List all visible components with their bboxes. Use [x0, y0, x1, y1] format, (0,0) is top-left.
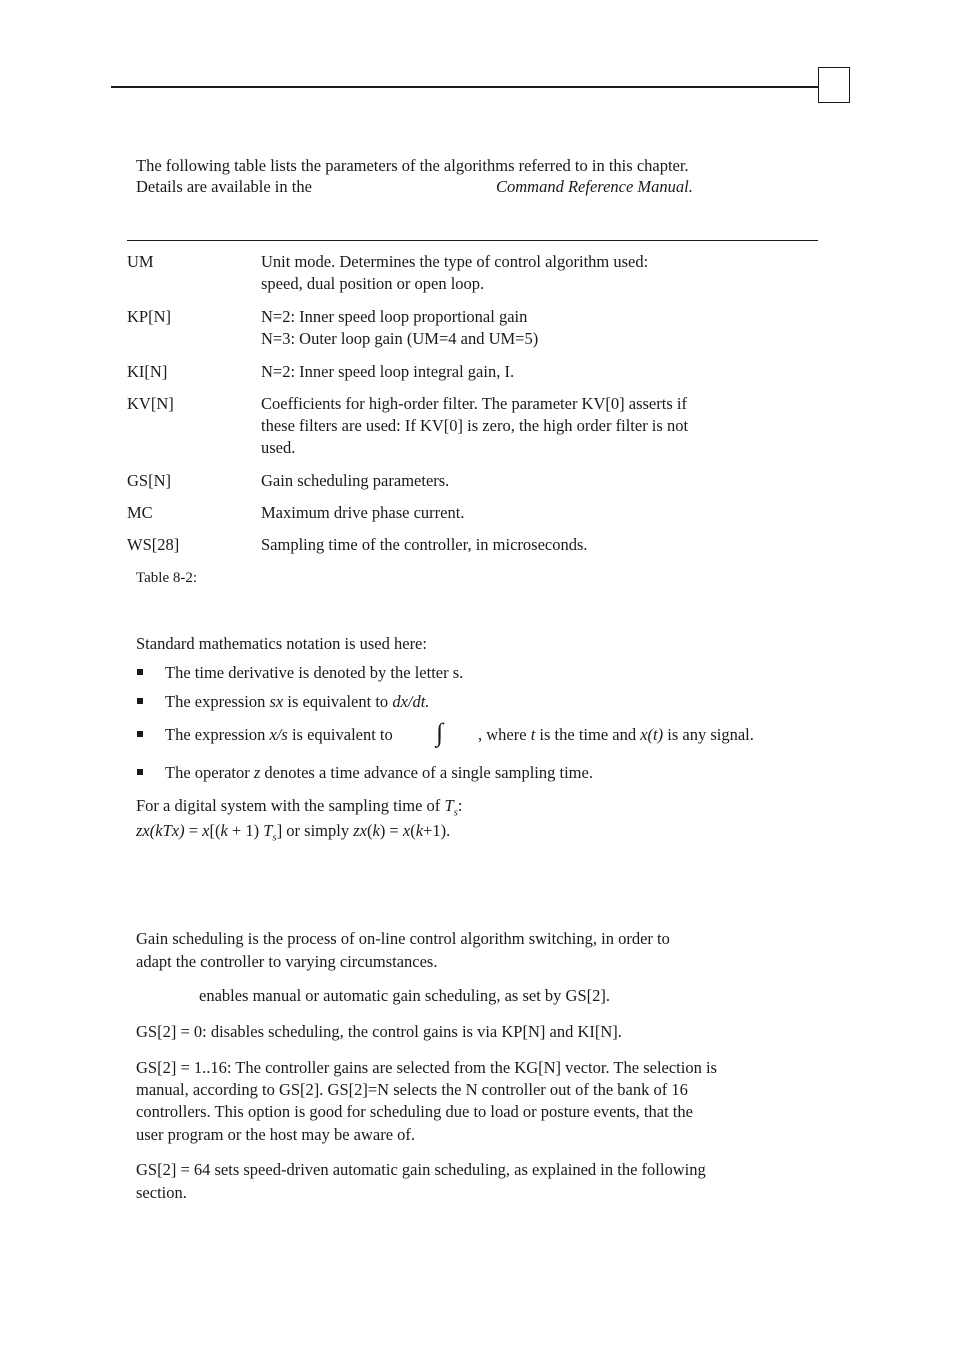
desc-line: N=2: Inner speed loop integral gain, I.	[261, 362, 515, 381]
param-name: KI[N]	[127, 362, 168, 381]
desc-line: used.	[261, 438, 296, 457]
table-caption: Table 8-2:	[136, 570, 198, 586]
bullet-text: The time derivative is denoted by the letter s.	[165, 663, 464, 682]
bullet-text-continued: , where t is the time and x(t) is any signal.	[478, 725, 754, 744]
param-name: GS[N]	[127, 471, 171, 490]
header-rule	[111, 86, 819, 88]
desc-line: speed, dual position or open loop.	[261, 274, 485, 293]
param-desc	[261, 534, 588, 556]
gain-para-1-line-2: adapt the controller to varying circumstances.	[136, 952, 438, 971]
gain-para-5-line-1: GS[2] = 64 sets speed-driven automatic gain scheduling, as explained in the following	[136, 1160, 706, 1179]
desc-line: these filters are used: If KV[0] is zero, the high order filter is not	[261, 416, 689, 435]
page-number-box	[818, 67, 850, 103]
gain-para-4-line-4: user program or the host may be aware of.	[136, 1125, 416, 1144]
integral-symbol: ∫	[436, 718, 444, 747]
param-name: KP[N]	[127, 307, 171, 326]
param-desc	[261, 393, 688, 459]
notation-intro: Standard mathematics notation is used here:	[136, 634, 427, 653]
param-name: MC	[127, 503, 153, 522]
bullet-text: The expression x/s is equivalent to	[165, 725, 393, 744]
param-name: UM	[127, 252, 154, 271]
desc-line: Unit mode. Determines the type of control algorithm used:	[261, 252, 649, 271]
gain-para-4-line-3: controllers. This option is good for scheduling due to load or posture events, that the	[136, 1102, 693, 1121]
desc-line: Maximum drive phase current.	[261, 503, 465, 522]
param-name: KV[N]	[127, 394, 174, 413]
table-top-rule	[127, 240, 818, 241]
param-desc	[261, 306, 538, 350]
bullet-icon	[137, 731, 143, 737]
param-desc	[261, 361, 514, 383]
desc-line: Coefficients for high-order filter. The parameter KV[0] asserts if	[261, 394, 687, 413]
gain-para-3: GS[2] = 0: disables scheduling, the control gains is via KP[N] and KI[N].	[136, 1022, 622, 1041]
manual-reference: Command Reference Manual.	[496, 177, 693, 196]
desc-line: Sampling time of the controller, in microseconds.	[261, 535, 588, 554]
intro-line-1: The following table lists the parameters of the algorithms referred to in this chapter.	[136, 156, 689, 175]
desc-line: Gain scheduling parameters.	[261, 471, 450, 490]
param-desc	[261, 470, 449, 492]
gain-para-1-line-1: Gain scheduling is the process of on-line control algorithm switching, in order to	[136, 929, 670, 948]
digital-system-line: For a digital system with the sampling time of $T_s$:	[136, 796, 463, 819]
equation-line: zx(kTx) = x[(k + 1) $T_s$] or simply zx(k) = x(k+1).	[136, 821, 451, 844]
intro-line-2: Details are available in the	[136, 177, 312, 196]
bullet-text: The expression sx is equivalent to dx/dt.	[165, 692, 430, 711]
bullet-icon	[137, 698, 143, 704]
param-desc	[261, 502, 464, 524]
param-desc	[261, 251, 648, 295]
desc-line: N=2: Inner speed loop proportional gain	[261, 307, 528, 326]
bullet-icon	[137, 669, 143, 675]
bullet-icon	[137, 769, 143, 775]
gain-para-4-line-1: GS[2] = 1..16: The controller gains are selected from the KG[N] vector. The selection is	[136, 1058, 717, 1077]
gain-para-5-line-2: section.	[136, 1183, 187, 1202]
param-name: WS[28]	[127, 535, 180, 554]
gain-para-4-line-2: manual, according to GS[2]. GS[2]=N selects the N controller out of the bank of 16	[136, 1080, 688, 1099]
desc-line: N=3: Outer loop gain (UM=4 and UM=5)	[261, 329, 539, 348]
gain-para-2: enables manual or automatic gain scheduling, as set by GS[2].	[199, 986, 611, 1005]
bullet-text: The operator z denotes a time advance of a single sampling time.	[165, 763, 593, 782]
